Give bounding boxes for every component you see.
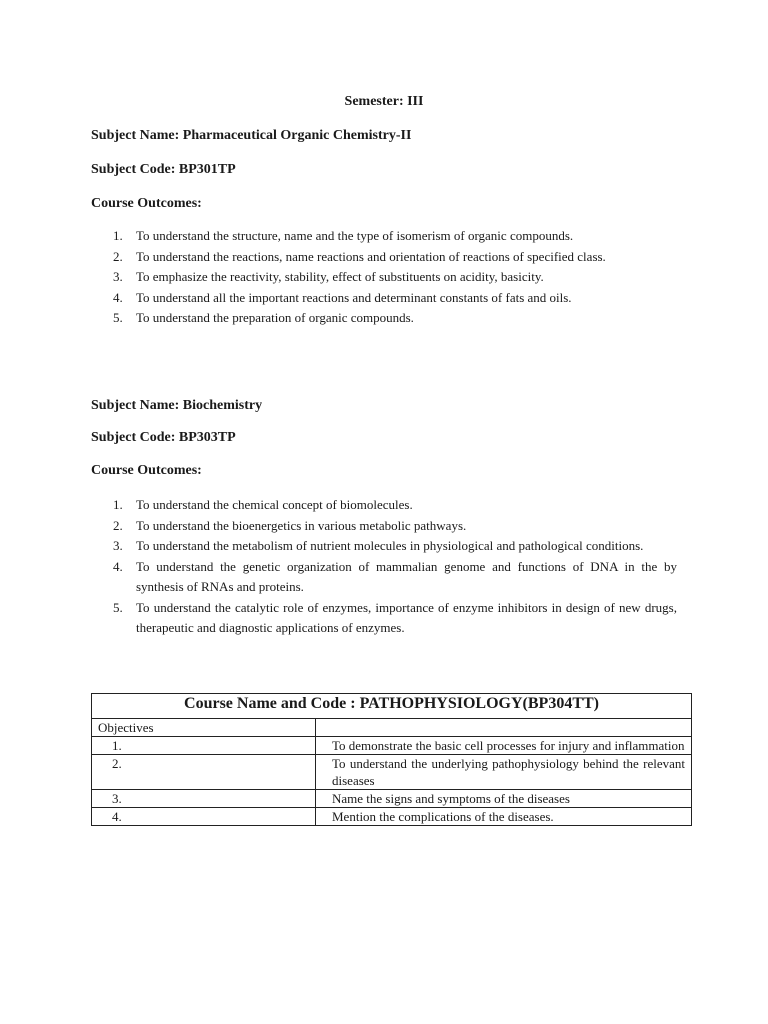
table-row bbox=[92, 755, 692, 790]
subject-name-label: Subject Name: bbox=[91, 128, 180, 143]
table-cell-text: Name the signs and symptoms of the diseases bbox=[316, 790, 692, 808]
subject-code-label: Subject Code: bbox=[91, 162, 176, 177]
list-item-text: To emphasize the reactivity, stability, effect of substituents on acidity, basicity. bbox=[136, 269, 544, 284]
subject1-code bbox=[91, 162, 236, 178]
table-title-row bbox=[92, 694, 692, 719]
subject2-outcomes-heading: Course Outcomes: bbox=[91, 463, 202, 478]
table-row bbox=[92, 719, 692, 737]
list-item-text: To understand the chemical concept of biomolecules. bbox=[136, 497, 413, 512]
list-item bbox=[91, 495, 677, 516]
list-item-number: 4. bbox=[113, 289, 123, 305]
list-item bbox=[91, 247, 677, 268]
subject1-name bbox=[91, 128, 411, 144]
table-title: Course Name and Code : PATHOPHYSIOLOGY(BP304TT) bbox=[92, 694, 692, 719]
table-row bbox=[92, 790, 692, 808]
subject-code-value: BP303TP bbox=[178, 430, 236, 445]
subject-name-value: Pharmaceutical Organic Chemistry-II bbox=[182, 128, 412, 143]
subject-code-value: BP301TP bbox=[178, 162, 236, 177]
subject2-name bbox=[91, 398, 262, 414]
list-item bbox=[91, 516, 677, 537]
subject2-code bbox=[91, 430, 236, 446]
subject-name-value: Biochemistry bbox=[182, 398, 263, 413]
table-cell-text: To understand the underlying pathophysiology behind the relevant diseases bbox=[316, 755, 692, 790]
table-row bbox=[92, 737, 692, 755]
list-item-text: To understand the catalytic role of enzymes, importance of enzyme inhibitors in design of new drugs, therapeutic and diagnostic applications of enzymes. bbox=[136, 599, 677, 635]
list-item bbox=[91, 598, 677, 639]
table-cell-number: 2. bbox=[92, 755, 316, 790]
list-item-number: 5. bbox=[113, 310, 123, 325]
subject1-outcomes-list bbox=[91, 226, 677, 329]
semester-label: Semester: bbox=[344, 94, 404, 109]
list-item bbox=[91, 308, 677, 329]
list-item-text: To understand the genetic organization of mammalian genome and functions of DNA in the by synthesis of RNAs and proteins. bbox=[136, 558, 677, 594]
list-item-text: To understand the preparation of organic compounds. bbox=[136, 310, 414, 325]
table-row bbox=[92, 808, 692, 826]
table-cell-text: Mention the complications of the diseases. bbox=[316, 808, 692, 826]
objectives-label: Objectives bbox=[92, 719, 316, 737]
list-item bbox=[91, 557, 677, 598]
subject1-outcomes-heading: Course Outcomes: bbox=[91, 196, 202, 211]
list-item-number: 3. bbox=[113, 269, 123, 284]
table-cell-number: 1. bbox=[92, 737, 316, 755]
list-item-number: 2. bbox=[113, 517, 123, 533]
list-item-text: To understand the bioenergetics in various metabolic pathways. bbox=[136, 517, 467, 533]
list-item-number: 5. bbox=[113, 599, 123, 615]
semester-value: III bbox=[407, 94, 424, 109]
list-item-text: To understand the metabolism of nutrient molecules in physiological and pathological conditions. bbox=[136, 538, 644, 553]
list-item-number: 4. bbox=[113, 558, 123, 574]
list-item-number: 2. bbox=[113, 248, 123, 264]
table-cell-empty bbox=[316, 719, 692, 737]
list-item bbox=[91, 536, 677, 557]
course-objectives-table bbox=[91, 693, 692, 826]
subject-code-label: Subject Code: bbox=[91, 430, 176, 445]
list-item bbox=[91, 226, 677, 247]
list-item-text: To understand all the important reactions and determinant constants of fats and oils. bbox=[136, 289, 572, 305]
list-item-number: 3. bbox=[113, 538, 123, 553]
subject2-outcomes-list bbox=[91, 495, 677, 639]
list-item-number: 1. bbox=[113, 228, 123, 243]
list-item bbox=[91, 288, 677, 309]
table-cell-number: 3. bbox=[92, 790, 316, 808]
semester-heading bbox=[0, 94, 768, 110]
list-item bbox=[91, 267, 677, 288]
list-item-number: 1. bbox=[113, 497, 123, 512]
list-item-text: To understand the structure, name and the type of isomerism of organic compounds. bbox=[136, 228, 574, 243]
subject-name-label: Subject Name: bbox=[91, 398, 180, 413]
table-cell-text: To demonstrate the basic cell processes for injury and inflammation bbox=[316, 737, 692, 755]
list-item-text: To understand the reactions, name reactions and orientation of reactions of specified class. bbox=[136, 248, 606, 264]
table-cell-number: 4. bbox=[92, 808, 316, 826]
